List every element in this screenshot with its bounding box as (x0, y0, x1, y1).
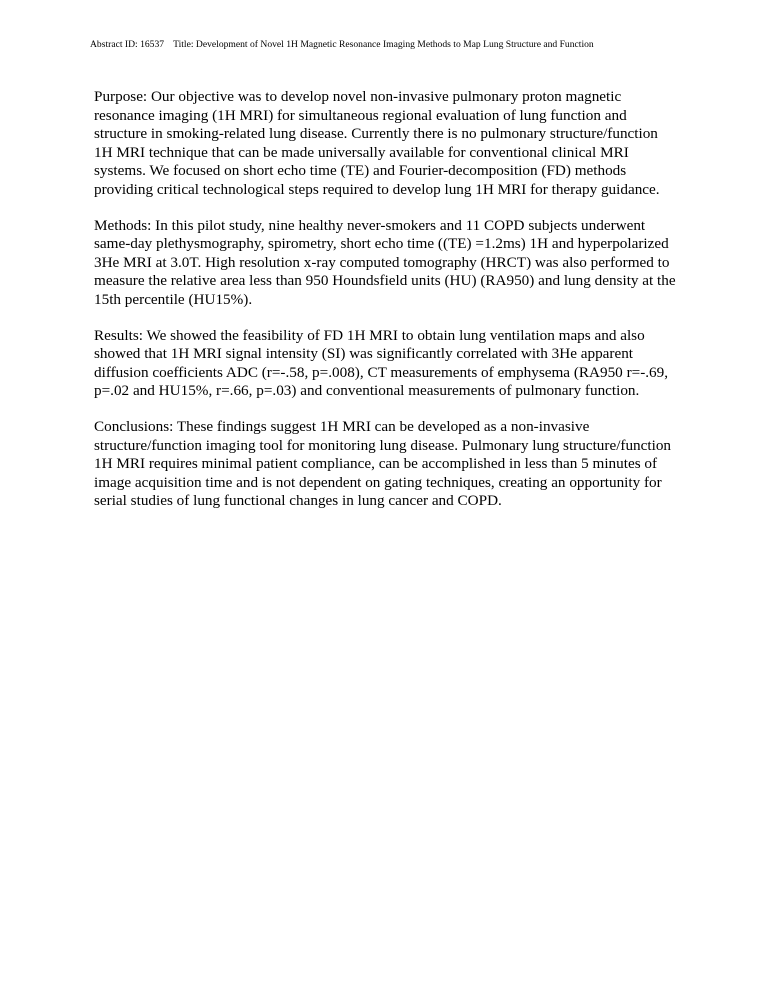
results-paragraph: Results: We showed the feasibility of FD 1H MRI to obtain lung ventilation maps and also showed that 1H MRI signal intensity (SI) was significantly correlated with 3He apparent diffusion coefficients ADC (r=-.58, p=.008), CT measurements of emphysema (RA950 r=-.69, p=.02 and HU15%, r=.66, p=.03) and conventional measurements of pulmonary function. (94, 326, 669, 399)
abstract-id: Abstract ID: 16537 (90, 39, 165, 50)
purpose-paragraph: Purpose: Our objective was to develop novel non-invasive pulmonary proton magnetic resonance imaging (1H MRI) for simultaneous regional evaluation of lung function and structure in smoking-related lung disease. Currently there is no pulmonary structure/function 1H MRI technique that can be made universally available for conventional clinical MRI systems. We focused on short echo time (TE) and Fourier-decomposition (FD) methods providing critical technological steps required to develop lung 1H MRI for therapy guidance. (94, 88, 660, 198)
methods-paragraph: Methods: In this pilot study, nine healthy never-smokers and 11 COPD subjects underwent same-day plethysmography, spirometry, short echo time ((TE) =1.2ms) 1H and hyperpolarized 3He MRI at 3.0T. High resolution x-ray computed tomography (HRCT) was also performed to measure the relative area less than 950 Houndsfield units (HU) (RA950) and lung density at the 15th percentile (HU15%). (94, 216, 676, 308)
abstract-body (94, 88, 682, 528)
conclusions-paragraph: Conclusions: These findings suggest 1H MRI can be developed as a non-invasive structure/function imaging tool for monitoring lung disease. Pulmonary lung structure/function 1H MRI requires minimal patient compliance, can be accomplished in less than 5 minutes of image acquisition time and is not dependent on gating techniques, creating an opportunity for serial studies of lung functional changes in lung cancer and COPD. (94, 418, 672, 509)
document-header (90, 39, 730, 51)
abstract-title: Title: Development of Novel 1H Magnetic Resonance Imaging Methods to Map Lung Structure and Function (173, 39, 594, 50)
